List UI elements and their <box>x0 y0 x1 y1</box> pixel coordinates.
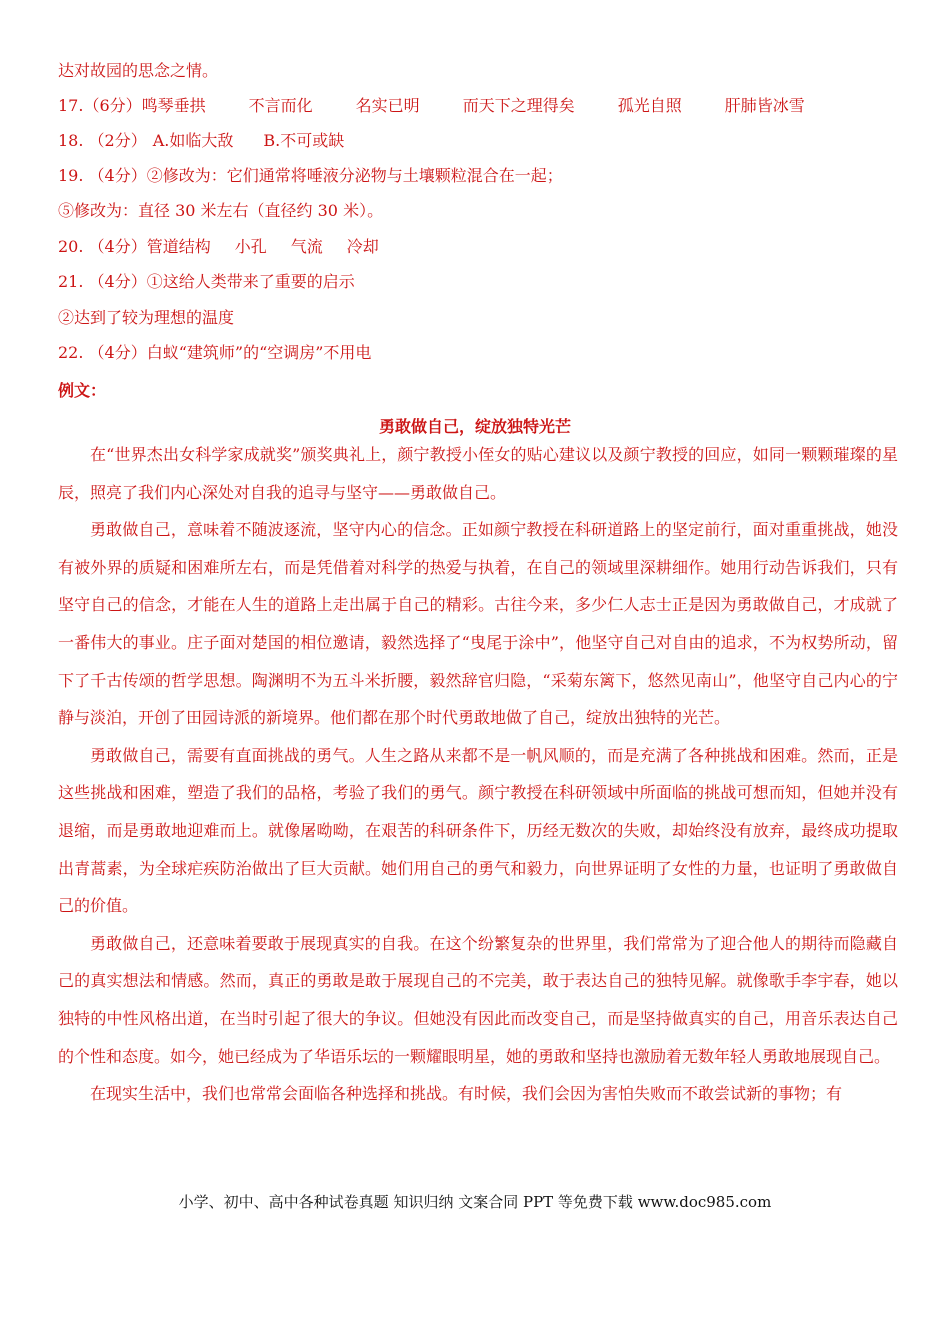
answer-20 <box>58 237 379 257</box>
essay-paragraph: 在现实生活中，我们也常常会面临各种选择和挑战。有时候，我们会因为害怕失败而不敢尝试新的事物；有 <box>90 1084 843 1104</box>
page-footer: 小学、初中、高中各种试卷真题 知识归纳 文案合同 PPT 等免费下载 www.doc985.com <box>178 1193 772 1211</box>
answer-17-item: 鸣琴垂拱 <box>141 96 206 115</box>
essay-paragraph: 在“世界杰出女科学家成就奖”颁奖典礼上，颜宁教授小侄女的贴心建议以及颜宁教授的回应，如同一颗颗璀璨的星辰，照亮了我们内心深处对自我的追寻与坚守——勇敢做自己。 <box>58 445 898 502</box>
essay-body <box>58 436 898 1113</box>
answer-20-item: 气流 <box>290 237 323 256</box>
answer-21-line1: 21. （4分）①这给人类带来了重要的启示 <box>58 272 355 291</box>
answer-21-line2: ②达到了较为理想的温度 <box>58 308 235 327</box>
answer-17-label: 17.（6分） <box>58 96 142 115</box>
answer-22-line1: 22. （4分）白蚁“建筑师”的“空调房”不用电 <box>58 343 372 362</box>
answer-18-label: 18. （2分） <box>58 131 147 150</box>
answer-17-item: 名实已明 <box>355 96 420 115</box>
answer-20-item: 管道结构 <box>146 237 211 256</box>
answer-20-item: 冷却 <box>346 237 379 256</box>
answer-19-line2: ⑤修改为：直径 30 米左右（直径约 30 米）。 <box>58 201 384 220</box>
answer-18 <box>58 131 344 151</box>
answer-20-label: 20. （4分） <box>58 237 147 256</box>
answer-17-item: 孤光自照 <box>617 96 682 115</box>
example-label: 例文： <box>58 381 107 400</box>
essay-title: 勇敢做自己，绽放独特光芒 <box>378 417 571 436</box>
answer-18-item: B.不可或缺 <box>263 131 345 150</box>
answer-17-item: 而天下之理得矣 <box>462 96 575 115</box>
answer-17-item: 不言而化 <box>248 96 313 115</box>
answer-prev-line: 达对故园的思念之情。 <box>58 61 219 80</box>
answer-19-line1: 19. （4分）②修改为：它们通常将唾液分泌物与土壤颗粒混合在一起； <box>58 166 563 185</box>
answer-17-item: 肝肺皆冰雪 <box>724 96 805 115</box>
essay-paragraph: 勇敢做自己，还意味着要敢于展现真实的自我。在这个纷繁复杂的世界里，我们常常为了迎合他人的期待而隐藏自己的真实想法和情感。然而，真正的勇敢是敢于展现自己的不完美，敢于表达自己的独特见解。就像歌手李宇春，她以独特的中性风格出道，在当时引起了很大的争议。但她没有因此而改变自己，而是坚持做真实的自己，用音乐表达自己的个性和态度。如今，她已经成为了华语乐坛的一颗耀眼明星，她的勇敢和坚持也激励着无数年轻人勇敢地展现自己。 <box>58 933 898 1066</box>
answer-20-item: 小孔 <box>234 237 267 256</box>
essay-paragraph: 勇敢做自己，需要有直面挑战的勇气。人生之路从来都不是一帆风顺的，而是充满了各种挑战和困难。然而，正是这些挑战和困难，塑造了我们的品格，考验了我们的勇气。颜宁教授在科研领域中所面临的挑战可想而知，但她并没有退缩，而是勇敢地迎难而上。就像屠呦呦，在艰苦的科研条件下，历经无数次的失败，却始终没有放弃，最终成功提取出青蒿素，为全球疟疾防治做出了巨大贡献。她们用自己的勇气和毅力，向世界证明了女性的力量，也证明了勇敢做自己的价值。 <box>58 745 898 916</box>
essay-paragraph: 勇敢做自己，意味着不随波逐流，坚守内心的信念。正如颜宁教授在科研道路上的坚定前行，面对重重挑战，她没有被外界的质疑和困难所左右，而是凭借着对科学的热爱与执着，在自己的领域里深耕细作。她用行动告诉我们，只有坚守自己的信念，才能在人生的道路上走出属于自己的精彩。古往今来，多少仁人志士正是因为勇敢做自己，才成就了一番伟大的事业。庄子面对楚国的相位邀请，毅然选择了“曳尾于涂中”，他坚守自己对自由的追求，不为权势所动，留下了千古传颂的哲学思想。陶渊明不为五斗米折腰，毅然辞官归隐，“采菊东篱下，悠然见南山”，他坚守自己内心的宁静与淡泊，开创了田园诗派的新境界。他们都在那个时代勇敢地做了自己，绽放出独特的光芒。 <box>58 520 898 728</box>
answer-17 <box>58 96 805 116</box>
answer-18-item: A.如临大敌 <box>152 131 234 150</box>
